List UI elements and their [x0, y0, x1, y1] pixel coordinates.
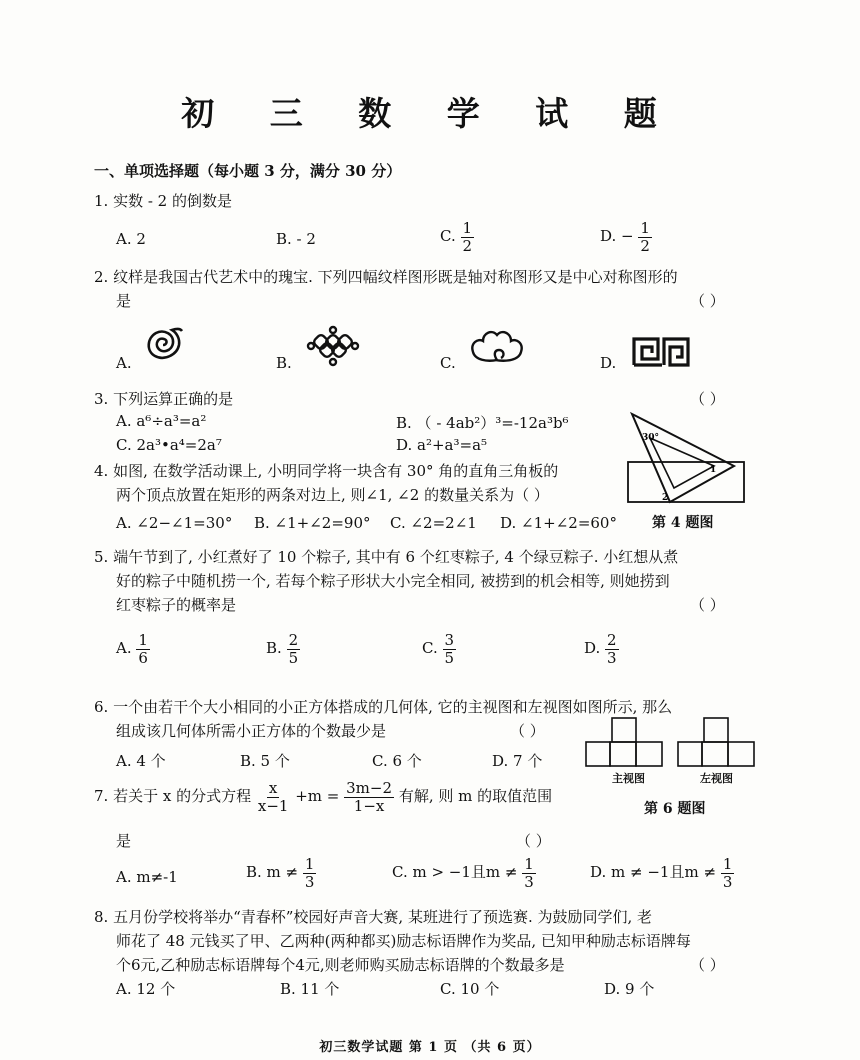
q5-a-num: 1 — [138, 631, 148, 649]
q7-answer-blank: （ ） — [516, 832, 551, 850]
q3-stem: 3. 下列运算正确的是 — [94, 390, 234, 408]
q5-d-fraction — [605, 632, 619, 666]
q6-option-b: B. 5 个 — [240, 752, 290, 770]
q7-f1-num: x — [268, 779, 278, 797]
q3-option-a: A. a⁶÷a³=a² — [116, 412, 207, 430]
q1-d-den: 2 — [640, 236, 650, 255]
section-heading: 一、单项选择题（每小题 3 分，满分 30 分） — [94, 162, 402, 180]
q7-fraction-1 — [256, 780, 291, 814]
q8-stem-line2: 师花了 48 元钱买了甲、乙两种(两种都买)励志标语牌作为奖品, 已知甲种励志标语牌每 — [116, 932, 691, 950]
cloud-pattern-icon — [466, 324, 528, 368]
q5-option-c — [422, 632, 456, 666]
q4-stem-line1: 4. 如图, 在数学活动课上, 小明同学将一块含有 30° 角的直角三角板的 — [94, 462, 559, 480]
q4-triangle-figure — [626, 410, 746, 506]
q7-c-label: C. m > −1且m ≠ — [392, 863, 518, 881]
q5-stem-line3: 红枣粽子的概率是 — [116, 596, 237, 614]
q1-c-num: 1 — [462, 219, 473, 237]
q4-stem-line2: 两个顶点放置在矩形的两条对边上, 则∠1, ∠2 的数量关系为（ ） — [116, 486, 549, 504]
q5-b-num: 2 — [288, 631, 299, 649]
q6-answer-blank: （ ） — [510, 722, 545, 740]
q5-option-b — [266, 632, 300, 666]
q7-f2-den: 1−x — [353, 796, 385, 815]
q7-stem-pre: 7. 若关于 x 的分式方程 — [94, 787, 252, 805]
q5-d-den: 3 — [607, 648, 617, 667]
q1-stem: 1. 实数 - 2 的倒数是 — [94, 192, 232, 210]
q7-fraction-2 — [344, 780, 394, 814]
q8-option-c: C. 10 个 — [440, 980, 500, 998]
q5-c-label: C. — [422, 639, 438, 657]
q6-left-view-figure — [676, 716, 760, 768]
q8-option-a: A. 12 个 — [116, 980, 176, 998]
q5-stem-line1: 5. 端午节到了, 小红煮好了 10 个粽子, 其中有 6 个红枣粽子, 4 个绿豆粽子. 小红想从煮 — [94, 548, 679, 566]
q5-d-num: 2 — [607, 631, 617, 649]
q5-answer-blank: （ ） — [690, 596, 725, 614]
q6-stem-line2: 组成该几何体所需小正方体的个数最少是 — [116, 722, 387, 740]
q2-option-d-label: D. — [600, 354, 617, 372]
q2-stem-line2: 是 — [116, 292, 132, 310]
q1-option-d-label: D. − — [600, 227, 634, 245]
q7-option-d — [590, 856, 734, 890]
q7-d-num: 1 — [722, 855, 733, 873]
q7-c-den: 3 — [524, 872, 534, 891]
q4-fig-label-1: 1 — [710, 465, 717, 475]
q5-b-den: 5 — [288, 648, 299, 667]
page-footer: 初三数学试题 第 1 页 （共 6 页） — [319, 1040, 541, 1055]
q2-answer-blank: （ ） — [690, 292, 725, 310]
q3-option-c: C. 2a³•a⁴=2a⁷ — [116, 436, 222, 454]
q6-option-a: A. 4 个 — [116, 752, 166, 770]
q1-d-num: 1 — [640, 219, 650, 237]
q6-option-d: D. 7 个 — [492, 752, 543, 770]
q6-front-view-figure — [584, 716, 668, 768]
q7-stem-line1 — [94, 780, 552, 814]
q5-option-d — [584, 632, 619, 666]
q4-option-b: B. ∠1+∠2=90° — [254, 514, 371, 532]
q7-stem-mid: +m = — [295, 787, 340, 805]
q4-option-a: A. ∠2−∠1=30° — [116, 514, 233, 532]
q5-b-fraction — [287, 632, 301, 666]
q1-option-d — [600, 220, 652, 254]
q7-option-b — [246, 856, 316, 890]
q4-figure-caption: 第 4 题图 — [652, 515, 714, 531]
q5-stem-line2: 好的粽子中随机捞一个, 若每个粽子形状大小完全相同, 被捞到的机会相等, 则她捞到 — [116, 572, 670, 590]
q8-answer-blank: （ ） — [690, 956, 725, 974]
q7-b-den: 3 — [304, 872, 315, 891]
q6-option-c: C. 6 个 — [372, 752, 422, 770]
q7-c-fraction — [522, 856, 536, 890]
q5-c-num: 3 — [444, 631, 455, 649]
q7-b-num: 1 — [304, 855, 315, 873]
q7-b-fraction — [303, 856, 317, 890]
q7-f1-den: x−1 — [257, 796, 289, 815]
q3-answer-blank: （ ） — [690, 390, 725, 408]
q8-stem-line1: 8. 五月份学校将举办“青春杯”校园好声音大赛, 某班进行了预选赛. 为鼓励同学们, 老 — [94, 908, 653, 926]
q5-a-fraction — [136, 632, 150, 666]
q1-option-c-label: C. — [440, 227, 456, 245]
q7-d-fraction — [721, 856, 735, 890]
q8-stem-line3: 个6元,乙种励志标语牌每个4元,则老师购买励志标语牌的个数最多是 — [116, 956, 565, 974]
q4-fig-label-30: 30° — [642, 433, 660, 443]
q7-option-c — [392, 856, 536, 890]
q7-option-a: A. m≠-1 — [116, 868, 178, 886]
q7-c-num: 1 — [524, 855, 534, 873]
q1-c-den: 2 — [462, 236, 473, 255]
q8-option-b: B. 11 个 — [280, 980, 340, 998]
q7-b-label: B. m ≠ — [246, 863, 299, 881]
q7-d-den: 3 — [722, 872, 733, 891]
q1-option-b: B. - 2 — [276, 230, 316, 248]
knot-pattern-icon — [305, 326, 361, 366]
q7-stem-post: 有解, 则 m 的取值范围 — [398, 787, 553, 805]
q7-f2-num: 3m−2 — [346, 779, 393, 797]
q7-d-label: D. m ≠ −1且m ≠ — [590, 863, 717, 881]
q4-option-d: D. ∠1+∠2=60° — [500, 514, 617, 532]
q5-a-den: 6 — [138, 648, 148, 667]
q3-option-b: B. （ - 4ab²）³=-12a³b⁶ — [396, 414, 569, 432]
q1-option-c — [440, 220, 474, 254]
fret-pattern-icon — [632, 337, 690, 367]
q2-option-b-label: B. — [276, 354, 292, 372]
q4-fig-label-2: 2 — [662, 493, 669, 503]
q4-option-c: C. ∠2=2∠1 — [390, 514, 477, 532]
q5-c-den: 5 — [444, 648, 455, 667]
q7-stem-line2: 是 — [116, 832, 132, 850]
page-title: 初 三 数 学 试 题 — [181, 94, 679, 133]
q5-b-label: B. — [266, 639, 282, 657]
q6-figure-caption: 第 6 题图 — [644, 801, 706, 817]
q3-option-d: D. a²+a³=a⁵ — [396, 436, 488, 454]
q5-a-label: A. — [116, 639, 132, 657]
q6-front-view-label: 主视图 — [612, 772, 645, 785]
q5-option-a — [116, 632, 150, 666]
spiral-pattern-icon — [140, 322, 186, 368]
q1-option-c-fraction — [461, 220, 475, 254]
q1-option-d-fraction — [638, 220, 652, 254]
q2-option-a-label: A. — [116, 354, 132, 372]
q5-c-fraction — [443, 632, 457, 666]
q2-stem-line1: 2. 纹样是我国古代艺术中的瑰宝. 下列四幅纹样图形既是轴对称图形又是中心对称图形的 — [94, 268, 678, 286]
q5-d-label: D. — [584, 639, 601, 657]
q1-option-a: A. 2 — [116, 230, 146, 248]
q6-stem-line1: 6. 一个由若干个大小相同的小正方体搭成的几何体, 它的主视图和左视图如图所示, 那么 — [94, 698, 673, 716]
q6-left-view-label: 左视图 — [700, 772, 733, 785]
q2-option-c-label: C. — [440, 354, 456, 372]
q8-option-d: D. 9 个 — [604, 980, 655, 998]
